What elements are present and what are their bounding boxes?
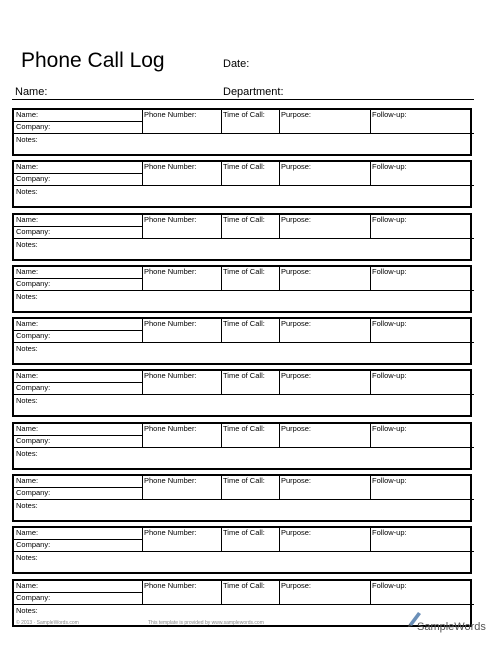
footer-copyright: © 2013 · SampleWords.com: [16, 620, 79, 626]
date-label: Date:: [223, 58, 250, 70]
call-log-entries: [12, 108, 472, 631]
entry-name-field[interactable]: Name:: [14, 581, 143, 593]
department-label: Department:: [223, 86, 284, 98]
entry-purpose-field[interactable]: Purpose:: [279, 267, 371, 291]
entry-phone-field[interactable]: Phone Number:: [142, 581, 222, 605]
entry-time-field[interactable]: Time of Call:: [221, 581, 280, 605]
call-entry: [12, 213, 472, 261]
entry-name-field[interactable]: Name:: [14, 162, 143, 174]
entry-company-field[interactable]: Company:: [14, 122, 143, 134]
entry-follow-up-field[interactable]: Follow-up:: [370, 319, 474, 343]
entry-name-field[interactable]: Name:: [14, 215, 143, 227]
entry-time-field[interactable]: Time of Call:: [221, 371, 280, 395]
entry-name-field[interactable]: Name:: [14, 424, 143, 436]
entry-follow-up-field[interactable]: Follow-up:: [370, 371, 474, 395]
page-title: Phone Call Log: [21, 49, 165, 72]
entry-follow-up-field[interactable]: Follow-up:: [370, 267, 474, 291]
entry-notes-field[interactable]: Notes:: [16, 135, 38, 144]
entry-name-field[interactable]: Name:: [14, 267, 143, 279]
entry-time-field[interactable]: Time of Call:: [221, 476, 280, 500]
call-entry: [12, 422, 472, 470]
call-entry: [12, 160, 472, 208]
samplewords-logo: [404, 609, 486, 635]
entry-time-field[interactable]: Time of Call:: [221, 424, 280, 448]
entry-purpose-field[interactable]: Purpose:: [279, 215, 371, 239]
entry-phone-field[interactable]: Phone Number:: [142, 267, 222, 291]
entry-company-field[interactable]: Company:: [14, 488, 143, 500]
logo-text: SampleWords: [417, 621, 486, 633]
entry-purpose-field[interactable]: Purpose:: [279, 371, 371, 395]
entry-company-field[interactable]: Company:: [14, 174, 143, 186]
call-entry: [12, 474, 472, 522]
entry-phone-field[interactable]: Phone Number:: [142, 319, 222, 343]
entry-phone-field[interactable]: Phone Number:: [142, 215, 222, 239]
entry-purpose-field[interactable]: Purpose:: [279, 476, 371, 500]
entry-notes-field[interactable]: Notes:: [16, 448, 38, 458]
entry-follow-up-field[interactable]: Follow-up:: [370, 581, 474, 605]
entry-phone-field[interactable]: Phone Number:: [142, 476, 222, 500]
entry-notes-field[interactable]: Notes:: [16, 396, 38, 406]
entry-follow-up-field[interactable]: Follow-up:: [370, 162, 474, 186]
entry-notes-field[interactable]: Notes:: [16, 344, 38, 354]
entry-follow-up-field[interactable]: Follow-up:: [370, 528, 474, 552]
entry-company-field[interactable]: Company:: [14, 279, 143, 291]
entry-company-field[interactable]: Company:: [14, 593, 143, 605]
entry-name-field[interactable]: Name:: [14, 319, 143, 331]
name-label: Name:: [15, 86, 48, 98]
header-divider: [12, 99, 474, 100]
entry-follow-up-field[interactable]: Follow-up:: [370, 110, 474, 134]
call-entry: [12, 108, 472, 156]
entry-time-field[interactable]: Time of Call:: [221, 319, 280, 343]
entry-name-field[interactable]: Name:: [14, 476, 143, 488]
call-entry: [12, 265, 472, 313]
entry-follow-up-field[interactable]: Follow-up:: [370, 215, 474, 239]
entry-name-field[interactable]: Name:: [14, 528, 143, 540]
entry-phone-field[interactable]: Phone Number:: [142, 528, 222, 552]
entry-time-field[interactable]: Time of Call:: [221, 110, 280, 134]
entry-notes-field[interactable]: Notes:: [16, 605, 38, 615]
call-entry: [12, 369, 472, 417]
call-entry: [12, 526, 472, 574]
call-entry: [12, 317, 472, 365]
entry-company-field[interactable]: Company:: [14, 436, 143, 448]
entry-notes-field[interactable]: Notes:: [16, 187, 38, 197]
entry-company-field[interactable]: Company:: [14, 227, 143, 239]
entry-purpose-field[interactable]: Purpose:: [279, 319, 371, 343]
entry-follow-up-field[interactable]: Follow-up:: [370, 424, 474, 448]
entry-name-field[interactable]: Name:: [14, 110, 143, 122]
entry-purpose-field[interactable]: Purpose:: [279, 581, 371, 605]
entry-time-field[interactable]: Time of Call:: [221, 528, 280, 552]
entry-company-field[interactable]: Company:: [14, 540, 143, 552]
entry-notes-field[interactable]: Notes:: [16, 553, 38, 563]
entry-purpose-field[interactable]: Purpose:: [279, 528, 371, 552]
entry-phone-field[interactable]: Phone Number:: [142, 110, 222, 134]
entry-purpose-field[interactable]: Purpose:: [279, 110, 371, 134]
entry-phone-field[interactable]: Phone Number:: [142, 371, 222, 395]
entry-phone-field[interactable]: Phone Number:: [142, 162, 222, 186]
entry-follow-up-field[interactable]: Follow-up:: [370, 476, 474, 500]
entry-notes-field[interactable]: Notes:: [16, 501, 38, 511]
entry-time-field[interactable]: Time of Call:: [221, 215, 280, 239]
entry-notes-field[interactable]: Notes:: [16, 291, 38, 301]
entry-time-field[interactable]: Time of Call:: [221, 162, 280, 186]
entry-phone-field[interactable]: Phone Number:: [142, 424, 222, 448]
entry-purpose-field[interactable]: Purpose:: [279, 162, 371, 186]
entry-name-field[interactable]: Name:: [14, 371, 143, 383]
entry-time-field[interactable]: Time of Call:: [221, 267, 280, 291]
entry-company-field[interactable]: Company:: [14, 331, 143, 343]
entry-company-field[interactable]: Company:: [14, 383, 143, 395]
footer-note: This template is provided by www.samplewords.com: [148, 620, 264, 626]
entry-notes-field[interactable]: Notes:: [16, 239, 38, 249]
entry-purpose-field[interactable]: Purpose:: [279, 424, 371, 448]
